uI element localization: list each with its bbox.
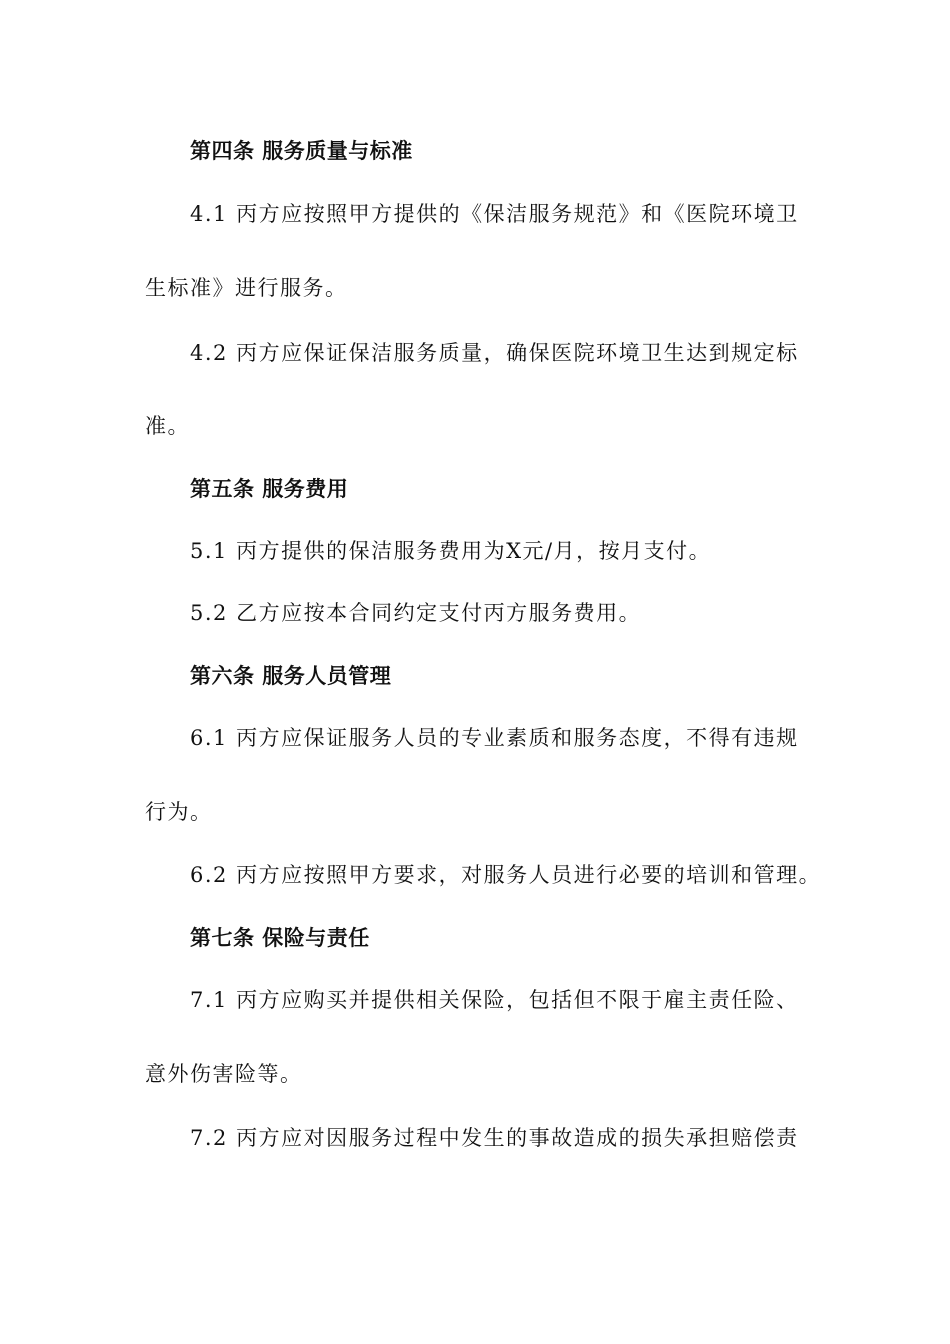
article-4-heading: 第四条 服务质量与标准 xyxy=(190,139,413,163)
clause-4-1-line-1: 4.1 丙方应按照甲方提供的《保洁服务规范》和《医院环境卫 xyxy=(190,202,799,226)
clause-7-2-line-1: 7.2 丙方应对因服务过程中发生的事故造成的损失承担赔偿责 xyxy=(190,1126,799,1150)
clause-5-1: 5.1 丙方提供的保洁服务费用为X元/月，按月支付。 xyxy=(190,539,712,563)
clause-4-2-line-1: 4.2 丙方应保证保洁服务质量，确保医院环境卫生达到规定标 xyxy=(190,341,799,365)
clause-6-1-line-1: 6.1 丙方应保证服务人员的专业素质和服务态度，不得有违规 xyxy=(190,726,799,750)
clause-6-2: 6.2 丙方应按照甲方要求，对服务人员进行必要的培训和管理。 xyxy=(190,863,822,887)
clause-7-1-line-2: 意外伤害险等。 xyxy=(145,1062,303,1086)
clause-4-1-line-2: 生标准》进行服务。 xyxy=(145,276,348,300)
clause-4-2-line-2: 准。 xyxy=(145,414,190,438)
clause-6-1-line-2: 行为。 xyxy=(145,800,213,824)
article-6-heading: 第六条 服务人员管理 xyxy=(190,664,392,688)
article-7-heading: 第七条 保险与责任 xyxy=(190,926,370,950)
clause-5-2: 5.2 乙方应按本合同约定支付丙方服务费用。 xyxy=(190,601,642,625)
article-5-heading: 第五条 服务费用 xyxy=(190,477,349,501)
clause-7-1-line-1: 7.1 丙方应购买并提供相关保险，包括但不限于雇主责任险、 xyxy=(190,988,799,1012)
